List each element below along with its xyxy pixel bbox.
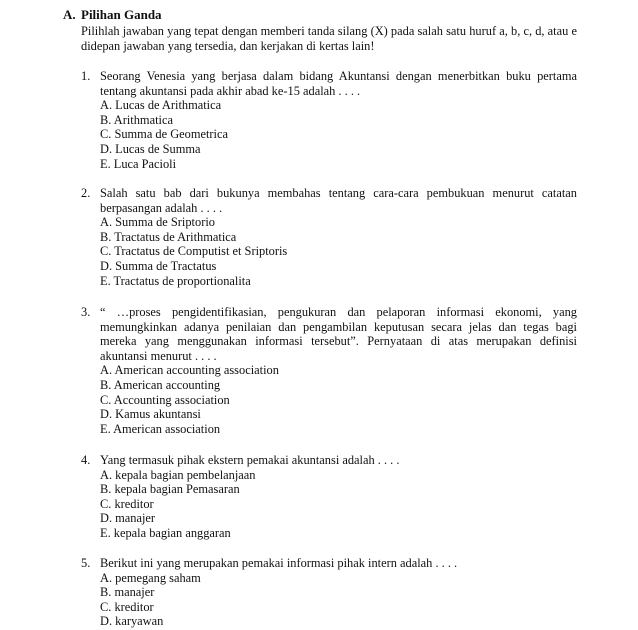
option-a: A. pemegang saham bbox=[100, 570, 201, 585]
option-b: B. Tractatus de Arithmatica bbox=[100, 229, 237, 244]
option-c: C. Summa de Geometrica bbox=[100, 127, 229, 142]
option-c: C. kreditor bbox=[100, 496, 154, 511]
option-d: D. karyawan bbox=[100, 614, 164, 629]
option-a: A. Summa de Sriptorio bbox=[100, 215, 215, 230]
section-letter: A. bbox=[63, 7, 76, 22]
option-b: B. kepala bagian Pemasaran bbox=[100, 482, 240, 497]
question-stem: Yang termasuk pihak ekstern pemakai akuntansi adalah . . . . bbox=[100, 453, 400, 467]
option-e: E. kepala bagian anggaran bbox=[100, 525, 231, 540]
option-b: B. manajer bbox=[100, 585, 155, 600]
question-number: 4. bbox=[81, 453, 91, 467]
option-b: B. Arithmatica bbox=[100, 112, 173, 127]
option-b: B. American accounting bbox=[100, 377, 221, 392]
question-stem: Seorang Venesia yang berjasa dalam bidang Akuntansi dengan menerbitkan buku pertama tentang akuntansi pada akhir abad ke-15 adalah . . . . bbox=[100, 69, 577, 98]
option-c: C. kreditor bbox=[100, 599, 154, 614]
question-2 bbox=[81, 186, 577, 288]
section-instructions: Pilihlah jawaban yang tepat dengan memberi tanda silang (X) pada salah satu huruf a, b, c, d, atau e didepan jawaban yang tersedia, dan kerjakan di kertas lain! bbox=[81, 24, 577, 53]
option-a: A. American accounting association bbox=[100, 363, 279, 378]
question-5 bbox=[81, 556, 577, 629]
question-4 bbox=[81, 453, 577, 541]
option-d: D. manajer bbox=[100, 511, 156, 526]
section-heading bbox=[63, 8, 162, 23]
question-stem: Salah satu bab dari bukunya membahas tentang cara-cara pembukuan menurut catatan berpasangan adalah . . . . bbox=[100, 186, 577, 215]
option-e: E. American association bbox=[100, 421, 221, 436]
option-d: D. Summa de Tractatus bbox=[100, 258, 217, 273]
option-e: E. Tractatus de proportionalita bbox=[100, 273, 251, 288]
question-1 bbox=[81, 69, 577, 171]
question-number: 5. bbox=[81, 556, 91, 570]
question-stem: “ …proses pengidentifikasian, pengukuran dan pelaporan informasi ekonomi, yang memungkinkan adanya penilaian dan pengambilan keputusan secara jelas dan tegas bagi mereka yang menggunakan informasi tersebut”. Pernyataan di atas merupakan definisi akuntansi menurut . . . . bbox=[100, 305, 577, 363]
option-a: A. kepala bagian pembelanjaan bbox=[100, 467, 256, 482]
question-number: 3. bbox=[81, 305, 91, 319]
section-title: Pilihan Ganda bbox=[81, 7, 162, 22]
option-d: D. Lucas de Summa bbox=[100, 141, 201, 156]
option-a: A. Lucas de Arithmatica bbox=[100, 98, 222, 113]
option-e: E. Luca Pacioli bbox=[100, 156, 177, 171]
question-number: 2. bbox=[81, 186, 91, 200]
question-3 bbox=[81, 305, 577, 436]
option-c: C. Tractatus de Computist et Sriptoris bbox=[100, 244, 288, 259]
question-number: 1. bbox=[81, 69, 91, 83]
option-d: D. Kamus akuntansi bbox=[100, 407, 201, 422]
option-c: C. Accounting association bbox=[100, 392, 230, 407]
question-stem: Berikut ini yang merupakan pemakai informasi pihak intern adalah . . . . bbox=[100, 556, 458, 570]
